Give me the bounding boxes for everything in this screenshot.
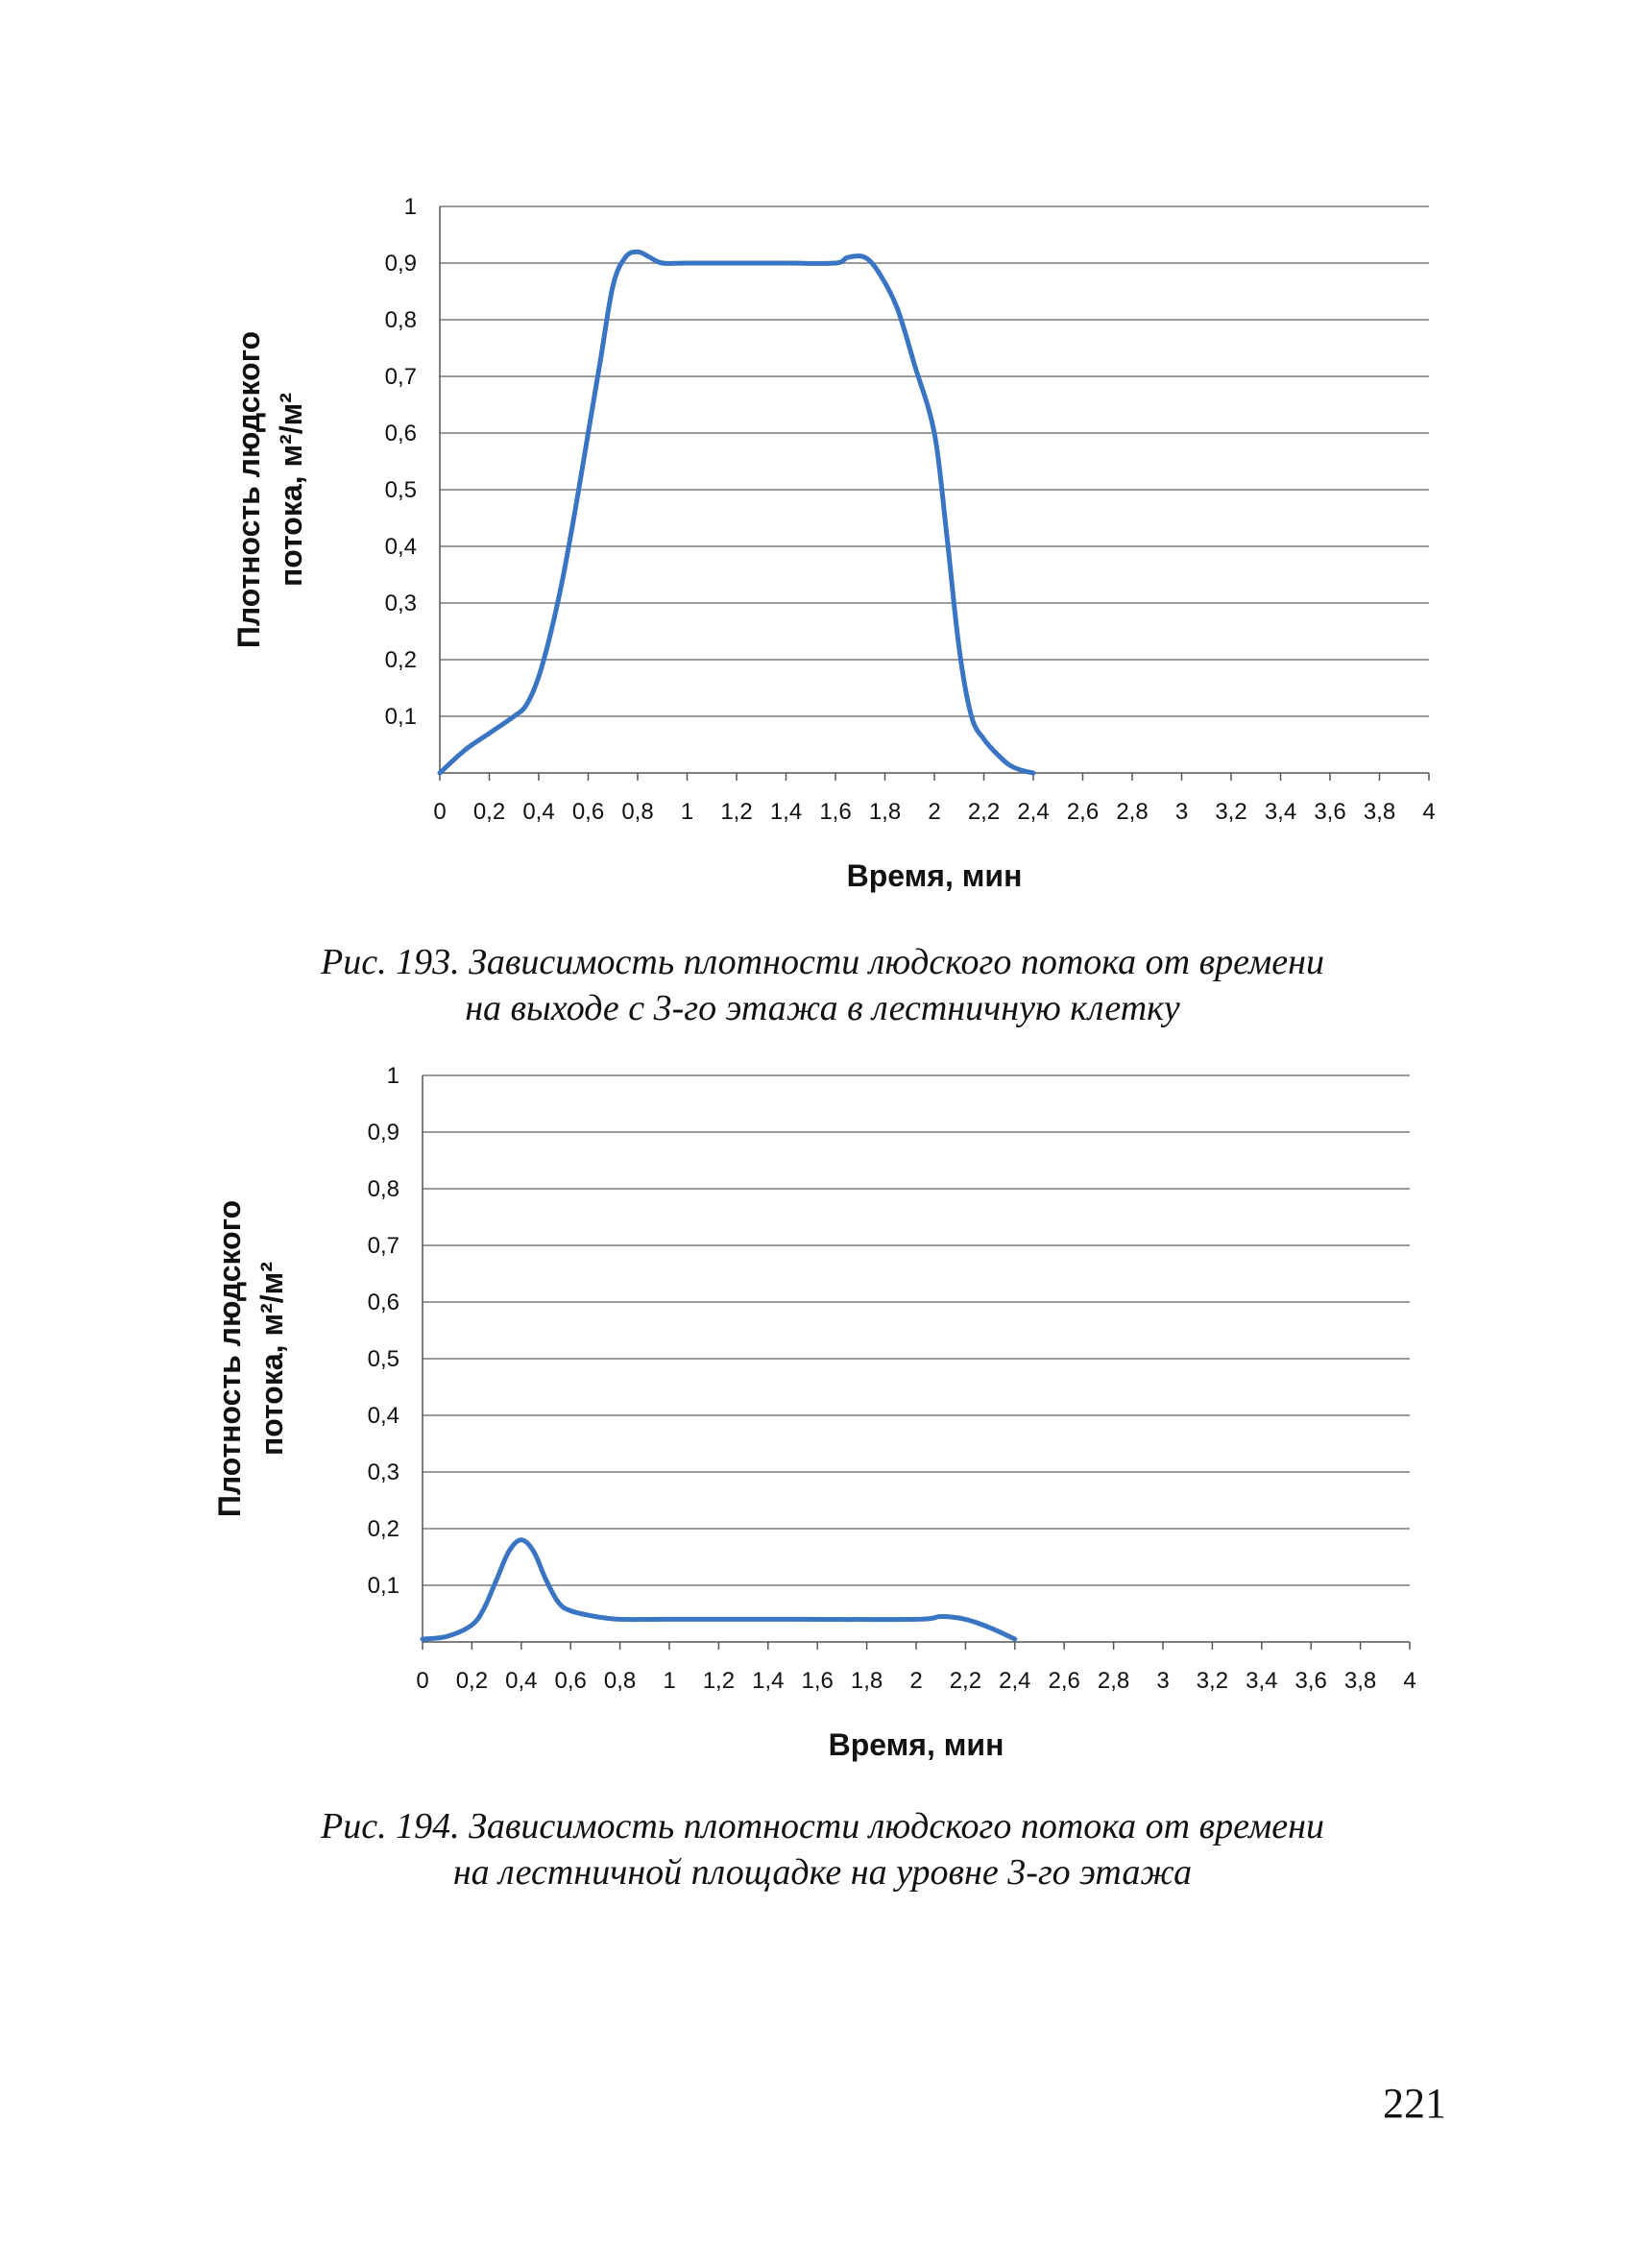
y-tick-label: 0,4 [367, 1403, 399, 1429]
x-tick-label: 2,4 [1017, 799, 1050, 825]
y-tick-label: 0,2 [367, 1516, 399, 1542]
x-tick-label: 0,6 [571, 799, 605, 825]
x-tick-label: 1,8 [868, 799, 902, 825]
x-tick-label: 2,2 [967, 799, 1001, 825]
x-tick-label: 3,8 [1363, 799, 1396, 825]
chart-fig-193 [0, 154, 1645, 903]
x-tick-label: 4 [1422, 799, 1436, 825]
x-tick-label: 0 [433, 799, 447, 825]
y-tick-label: 0,6 [367, 1290, 399, 1315]
x-tick-label: 4 [1403, 1668, 1416, 1694]
x-tick-label: 0,4 [505, 1668, 538, 1694]
x-tick-label: 3,8 [1343, 1668, 1377, 1694]
series-line [440, 252, 1033, 773]
y-tick-label: 0,8 [367, 1176, 399, 1202]
x-tick-label: 1 [680, 799, 694, 825]
x-tick-label: 3,4 [1264, 799, 1297, 825]
x-tick-label: 1,2 [720, 799, 753, 825]
x-tick-label: 1 [663, 1668, 676, 1694]
x-tick-label: 0,8 [603, 1668, 637, 1694]
x-axis-title: Время, мин [846, 858, 1023, 893]
x-tick-label: 1,6 [801, 1668, 834, 1694]
x-tick-label: 1,4 [769, 799, 803, 825]
y-tick-label: 0,7 [384, 364, 417, 390]
x-tick-label: 0,2 [455, 1668, 489, 1694]
y-tick-label: 1 [386, 1063, 399, 1089]
x-tick-label: 2,2 [949, 1668, 982, 1694]
x-tick-label: 3 [1174, 799, 1189, 825]
caption-fig-194-line-2: на лестничной площадке на уровне 3-го этажа [452, 1852, 1193, 1893]
y-tick-label: 0,9 [367, 1120, 399, 1146]
x-tick-label: 0,4 [522, 799, 555, 825]
x-axis-title: Время, мин [828, 1727, 1004, 1762]
y-tick-label: 0,6 [384, 421, 417, 446]
y-axis-title-line: потока, м²/м² [254, 1261, 289, 1457]
page-number: 221 [1383, 2080, 1446, 2127]
y-tick-label: 0,7 [367, 1233, 399, 1259]
x-tick-label: 3 [1156, 1668, 1170, 1694]
x-tick-label: 2 [928, 799, 941, 825]
y-axis-title-line: потока, м²/м² [274, 392, 308, 588]
x-tick-label: 2,4 [999, 1668, 1031, 1694]
x-tick-label: 3,6 [1294, 1668, 1327, 1694]
y-tick-label: 0,3 [367, 1460, 399, 1485]
x-tick-label: 1,6 [819, 799, 852, 825]
chart-fig-194 [0, 1023, 1645, 1772]
x-tick-label: 1,2 [702, 1668, 736, 1694]
x-tick-label: 3,2 [1196, 1668, 1229, 1694]
caption-fig-194 [0, 1803, 1645, 1895]
x-tick-label: 0,2 [472, 799, 506, 825]
y-tick-label: 0,1 [384, 704, 417, 730]
y-tick-label: 0,2 [384, 647, 417, 673]
x-tick-label: 1,4 [752, 1668, 785, 1694]
y-axis-title-line: Плотность людского [231, 330, 266, 649]
x-tick-label: 2,8 [1116, 799, 1149, 825]
y-tick-label: 1 [403, 194, 417, 220]
x-tick-label: 0 [416, 1668, 429, 1694]
caption-fig-194-line-1: Рис. 194. Зависимость плотности людского потока от времени [321, 1806, 1324, 1846]
x-tick-label: 2,8 [1097, 1668, 1130, 1694]
x-tick-label: 3,4 [1246, 1668, 1278, 1694]
caption-fig-193-line-2: на выходе с 3-го этажа в лестничную клетку [465, 988, 1180, 1028]
y-tick-label: 0,8 [384, 307, 417, 333]
caption-fig-193-line-1: Рис. 193. Зависимость плотности людского потока от времени [321, 942, 1324, 982]
x-tick-label: 3,2 [1215, 799, 1247, 825]
series-line [423, 1540, 1015, 1639]
caption-fig-193 [0, 939, 1645, 1031]
y-tick-label: 0,5 [367, 1346, 399, 1372]
x-tick-label: 1,8 [850, 1668, 883, 1694]
x-tick-label: 2,6 [1066, 799, 1100, 825]
x-tick-label: 3,6 [1314, 799, 1346, 825]
y-tick-label: 0,5 [384, 477, 417, 503]
y-tick-label: 0,1 [367, 1573, 399, 1599]
y-tick-label: 0,3 [384, 591, 417, 616]
x-tick-label: 2,6 [1048, 1668, 1080, 1694]
y-tick-label: 0,9 [384, 251, 417, 277]
x-tick-label: 0,8 [621, 799, 654, 825]
x-tick-label: 2 [909, 1668, 923, 1694]
y-tick-label: 0,4 [384, 534, 417, 560]
x-tick-label: 0,6 [554, 1668, 587, 1694]
y-axis-title-line: Плотность людского [212, 1199, 247, 1518]
